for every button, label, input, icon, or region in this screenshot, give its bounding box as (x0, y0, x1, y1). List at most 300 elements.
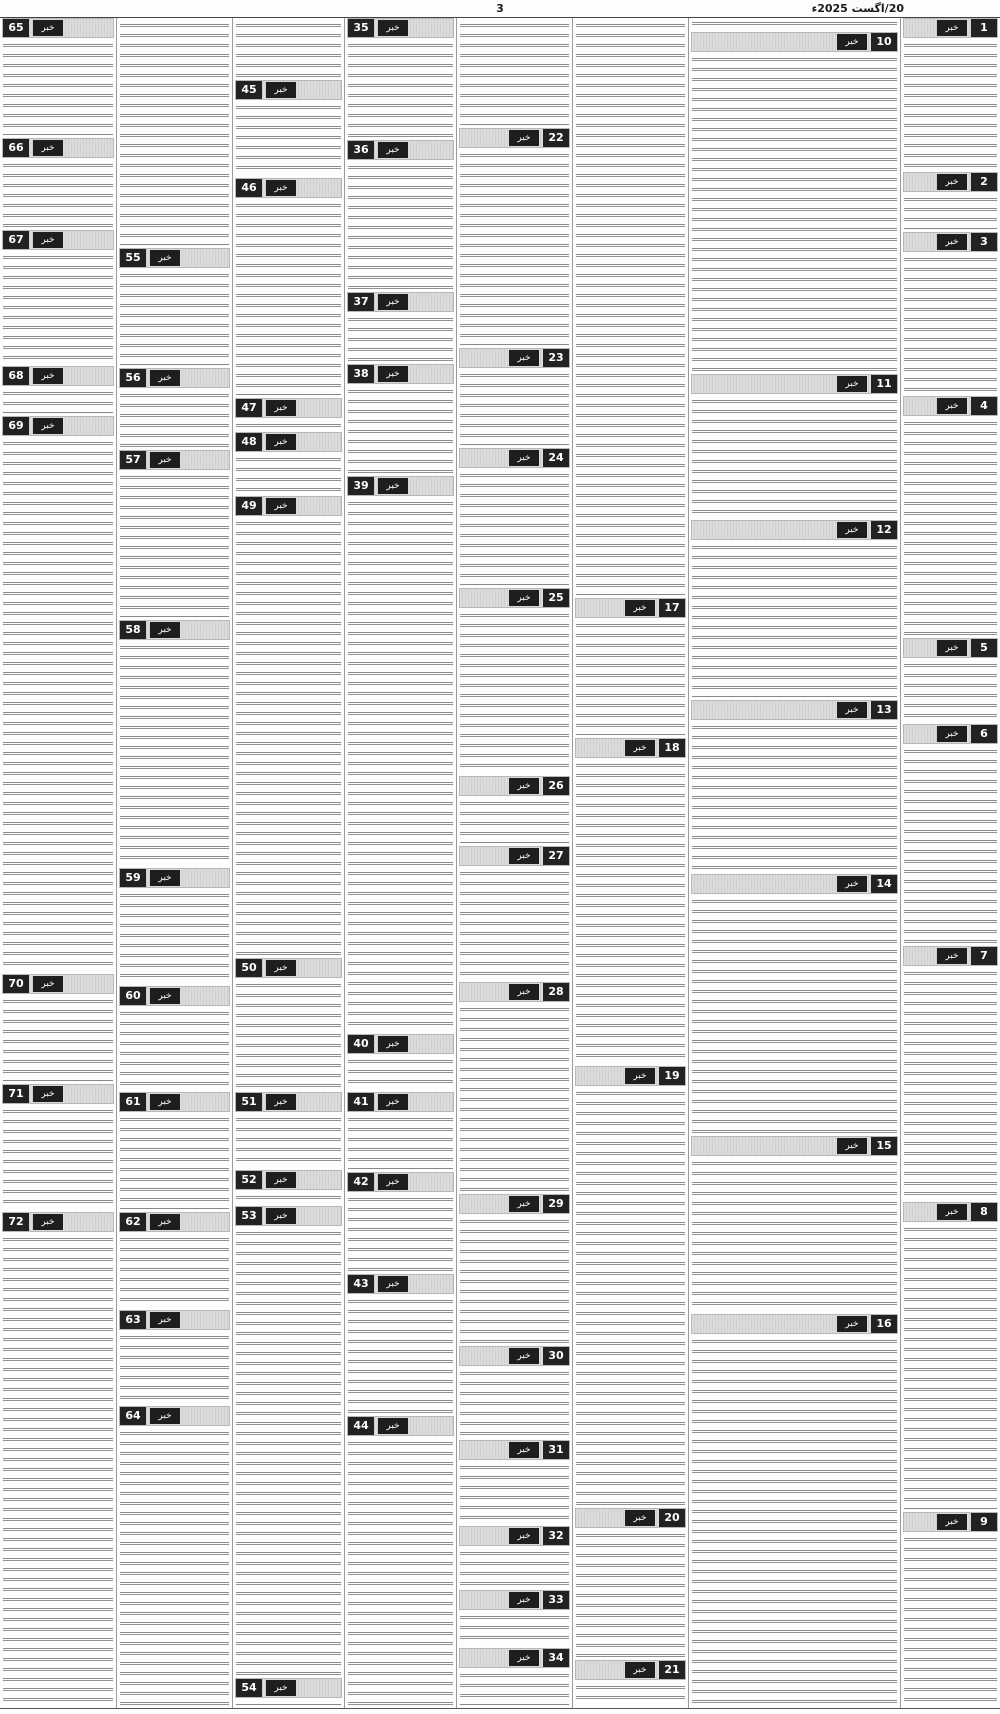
item-header (347, 364, 454, 384)
news-item[interactable] (233, 398, 344, 430)
news-item[interactable] (117, 986, 232, 1090)
item-text (120, 270, 229, 365)
item-badge: خبر (33, 976, 63, 992)
item-text (460, 868, 569, 979)
item-badge: خبر (509, 450, 539, 466)
item-number: 23 (543, 349, 569, 367)
news-item[interactable] (345, 476, 456, 1032)
item-number: 10 (871, 33, 897, 51)
item-number: 14 (871, 875, 897, 893)
item-number: 50 (236, 959, 262, 977)
news-item[interactable] (345, 1274, 456, 1414)
item-text (120, 1332, 229, 1403)
item-text (692, 542, 897, 697)
item-header (119, 1406, 230, 1426)
item-number: 13 (871, 701, 897, 719)
item-badge: خبر (150, 370, 180, 386)
news-item[interactable] (117, 1310, 232, 1404)
item-text (3, 160, 113, 227)
news-item[interactable] (233, 1206, 344, 1676)
news-item[interactable] (689, 520, 900, 698)
item-badge: خبر (837, 522, 867, 538)
item-header (575, 1508, 686, 1528)
news-item[interactable] (117, 1212, 232, 1308)
item-header (2, 1212, 114, 1232)
news-item[interactable] (457, 846, 572, 980)
item-text (236, 1114, 341, 1167)
news-item[interactable] (457, 1346, 572, 1438)
item-number: 46 (236, 179, 262, 197)
item-text (3, 1106, 113, 1209)
item-text (460, 1004, 569, 1191)
item-number: 29 (543, 1195, 569, 1213)
news-item[interactable] (457, 776, 572, 844)
item-badge: خبر (509, 1348, 539, 1364)
item-text (904, 660, 997, 721)
item-number: 35 (348, 19, 374, 37)
item-header (2, 138, 114, 158)
item-badge: خبر (378, 1276, 408, 1292)
news-item[interactable] (457, 1440, 572, 1524)
item-text (120, 472, 229, 617)
item-text (3, 1234, 113, 1705)
item-text (460, 798, 569, 843)
news-item[interactable] (0, 366, 116, 414)
news-item[interactable] (457, 982, 572, 1192)
item-badge: خبر (150, 622, 180, 638)
item-header (347, 1092, 454, 1112)
item-number: 11 (871, 375, 897, 393)
news-item[interactable] (233, 496, 344, 956)
item-number: 68 (3, 367, 29, 385)
news-item[interactable] (689, 1314, 900, 1706)
news-item[interactable] (345, 18, 456, 138)
item-header (691, 374, 898, 394)
news-item[interactable] (901, 638, 1000, 722)
news-item[interactable] (0, 416, 116, 972)
item-badge: خبر (378, 478, 408, 494)
item-badge: خبر (837, 34, 867, 50)
item-badge: خبر (266, 400, 296, 416)
item-text (692, 722, 897, 871)
item-badge: خبر (33, 368, 63, 384)
item-header (347, 18, 454, 38)
item-badge: خبر (150, 1408, 180, 1424)
item-badge: خبر (33, 1086, 63, 1102)
item-header (691, 520, 898, 540)
item-header (347, 140, 454, 160)
item-text (236, 454, 341, 493)
news-item[interactable] (0, 138, 116, 228)
news-item[interactable] (901, 946, 1000, 1200)
continuation-text (117, 18, 232, 246)
news-item[interactable] (233, 1678, 344, 1706)
item-badge: خبر (378, 1036, 408, 1052)
news-item[interactable] (573, 1508, 688, 1658)
item-badge: خبر (937, 726, 967, 742)
item-number: 7 (971, 947, 997, 965)
item-header (691, 1136, 898, 1156)
item-text (460, 1462, 569, 1523)
news-item[interactable] (457, 1590, 572, 1646)
news-item[interactable] (689, 700, 900, 872)
news-item[interactable] (117, 620, 232, 866)
item-number: 31 (543, 1441, 569, 1459)
item-header (903, 232, 998, 252)
item-text (904, 40, 997, 169)
item-badge: خبر (509, 590, 539, 606)
item-number: 32 (543, 1527, 569, 1545)
item-badge: خبر (509, 984, 539, 1000)
item-badge: خبر (625, 1068, 655, 1084)
item-badge: خبر (150, 250, 180, 266)
dateline: 20/اگست 2025ء (811, 2, 904, 15)
item-number: 47 (236, 399, 262, 417)
column-2 (688, 18, 900, 1708)
column-8 (0, 18, 116, 1708)
news-item[interactable] (901, 724, 1000, 944)
item-badge: خبر (378, 20, 408, 36)
item-text (904, 254, 997, 393)
item-header (2, 974, 114, 994)
item-number: 72 (3, 1213, 29, 1231)
item-badge: خبر (509, 1442, 539, 1458)
item-text (348, 162, 453, 289)
item-header (347, 1034, 454, 1054)
item-number: 2 (971, 173, 997, 191)
item-header (903, 172, 998, 192)
item-number: 42 (348, 1173, 374, 1191)
item-text (236, 1700, 341, 1705)
news-item[interactable] (689, 1136, 900, 1312)
item-text (348, 386, 453, 473)
news-item[interactable] (117, 450, 232, 618)
item-badge: خبر (837, 702, 867, 718)
item-badge: خبر (378, 366, 408, 382)
item-text (460, 1612, 569, 1645)
news-item[interactable] (901, 1202, 1000, 1510)
item-header (459, 588, 570, 608)
item-header (235, 1678, 342, 1698)
news-item[interactable] (0, 974, 116, 1082)
item-number: 38 (348, 365, 374, 383)
news-item[interactable] (0, 230, 116, 364)
news-item[interactable] (0, 18, 116, 136)
item-badge: خبر (150, 452, 180, 468)
item-text (236, 518, 341, 955)
item-text (3, 252, 113, 363)
item-header (903, 396, 998, 416)
item-text (120, 1008, 229, 1089)
item-badge: خبر (33, 140, 63, 156)
news-item[interactable] (573, 598, 688, 736)
item-number: 67 (3, 231, 29, 249)
item-text (692, 54, 897, 371)
item-text (348, 314, 453, 361)
item-badge: خبر (625, 1510, 655, 1526)
item-number: 69 (3, 417, 29, 435)
news-item[interactable] (117, 248, 232, 366)
item-badge: خبر (937, 1204, 967, 1220)
item-header (119, 1310, 230, 1330)
item-text (904, 1534, 997, 1705)
news-item[interactable] (901, 1512, 1000, 1706)
item-badge: خبر (625, 740, 655, 756)
item-badge: خبر (150, 1214, 180, 1230)
item-text (236, 1192, 341, 1203)
item-text (3, 388, 113, 413)
item-text (236, 20, 341, 77)
item-badge: خبر (266, 1680, 296, 1696)
item-number: 4 (971, 397, 997, 415)
item-text (460, 1216, 569, 1343)
item-number: 49 (236, 497, 262, 515)
news-item[interactable] (117, 368, 232, 448)
item-text (904, 1224, 997, 1509)
item-header (459, 1194, 570, 1214)
item-header (119, 248, 230, 268)
item-text (348, 498, 453, 1031)
item-badge: خبر (509, 1592, 539, 1608)
item-text (348, 1114, 453, 1169)
item-number: 55 (120, 249, 146, 267)
item-header (459, 1590, 570, 1610)
item-header (119, 1212, 230, 1232)
news-item[interactable] (457, 448, 572, 586)
news-item[interactable] (345, 364, 456, 474)
news-item[interactable] (457, 1648, 572, 1706)
item-header (2, 230, 114, 250)
continuation-text (573, 18, 688, 596)
news-item[interactable] (689, 874, 900, 1134)
item-header (347, 292, 454, 312)
item-header (459, 1526, 570, 1546)
news-item[interactable] (457, 1194, 572, 1344)
item-text (904, 746, 997, 943)
news-item[interactable] (233, 178, 344, 396)
item-header (119, 986, 230, 1006)
news-item[interactable] (345, 1092, 456, 1170)
news-item[interactable] (573, 1660, 688, 1706)
item-header (459, 982, 570, 1002)
news-item[interactable] (233, 958, 344, 1090)
item-text (348, 1438, 453, 1705)
column-7 (116, 18, 232, 1708)
item-badge: خبر (266, 180, 296, 196)
item-badge: خبر (625, 1662, 655, 1678)
page-footer-rule (0, 1708, 1000, 1714)
item-header (2, 366, 114, 386)
news-item[interactable] (573, 738, 688, 1064)
item-text (692, 1336, 897, 1705)
column-header-text (689, 18, 900, 30)
item-text (692, 1158, 897, 1311)
item-text (236, 200, 341, 395)
item-number: 39 (348, 477, 374, 495)
item-text (120, 1114, 229, 1209)
news-item[interactable] (345, 1034, 456, 1090)
item-number: 58 (120, 621, 146, 639)
news-item[interactable] (345, 140, 456, 290)
item-header (575, 598, 686, 618)
item-badge: خبر (266, 1172, 296, 1188)
item-text (460, 1548, 569, 1587)
item-number: 18 (659, 739, 685, 757)
item-badge: خبر (378, 1094, 408, 1110)
item-header (235, 432, 342, 452)
item-text (576, 1682, 685, 1705)
item-number: 26 (543, 777, 569, 795)
item-number: 41 (348, 1093, 374, 1111)
news-item[interactable] (689, 32, 900, 372)
news-item[interactable] (457, 128, 572, 346)
item-header (903, 1512, 998, 1532)
news-item[interactable] (233, 80, 344, 176)
item-badge: خبر (378, 142, 408, 158)
news-item[interactable] (0, 1084, 116, 1210)
item-badge: خبر (266, 960, 296, 976)
news-item[interactable] (117, 868, 232, 984)
news-item[interactable] (345, 1416, 456, 1706)
item-badge: خبر (33, 20, 63, 36)
item-header (119, 620, 230, 640)
item-header (235, 1092, 342, 1112)
item-header (459, 448, 570, 468)
item-number: 51 (236, 1093, 262, 1111)
item-text (460, 470, 569, 585)
item-number: 8 (971, 1203, 997, 1221)
item-number: 21 (659, 1661, 685, 1679)
item-number: 48 (236, 433, 262, 451)
item-text (692, 18, 897, 29)
item-text (904, 968, 997, 1199)
item-number: 34 (543, 1649, 569, 1667)
news-item[interactable] (901, 232, 1000, 394)
item-header (119, 368, 230, 388)
item-header (903, 1202, 998, 1222)
news-item[interactable] (233, 432, 344, 494)
news-item[interactable] (117, 1092, 232, 1210)
item-header (691, 700, 898, 720)
item-badge: خبر (150, 988, 180, 1004)
item-header (2, 416, 114, 436)
item-header (235, 1206, 342, 1226)
item-text (348, 1296, 453, 1413)
item-text (460, 370, 569, 445)
news-item[interactable] (457, 588, 572, 774)
news-item[interactable] (345, 1172, 456, 1272)
item-text (576, 1530, 685, 1657)
item-header (903, 18, 998, 38)
item-header (459, 348, 570, 368)
news-item[interactable] (233, 1092, 344, 1168)
item-number: 65 (3, 19, 29, 37)
item-number: 9 (971, 1513, 997, 1531)
item-number: 28 (543, 983, 569, 1001)
item-badge: خبر (937, 234, 967, 250)
news-item[interactable] (0, 1212, 116, 1706)
item-badge: خبر (266, 498, 296, 514)
masthead (0, 0, 1000, 18)
column-1 (900, 18, 1000, 1708)
item-badge: خبر (266, 1208, 296, 1224)
item-number: 44 (348, 1417, 374, 1435)
item-header (459, 1440, 570, 1460)
item-text (236, 980, 341, 1089)
item-header (459, 1648, 570, 1668)
item-text (460, 150, 569, 345)
item-badge: خبر (509, 1650, 539, 1666)
item-number: 60 (120, 987, 146, 1005)
item-badge: خبر (266, 1094, 296, 1110)
item-badge: خبر (33, 232, 63, 248)
item-number: 56 (120, 369, 146, 387)
news-item[interactable] (689, 374, 900, 518)
item-badge: خبر (837, 376, 867, 392)
news-item[interactable] (117, 1406, 232, 1706)
news-item[interactable] (901, 396, 1000, 636)
item-badge: خبر (509, 778, 539, 794)
news-item[interactable] (345, 292, 456, 362)
item-text (460, 610, 569, 773)
item-header (903, 946, 998, 966)
item-header (235, 398, 342, 418)
item-badge: خبر (937, 1514, 967, 1530)
item-badge: خبر (837, 876, 867, 892)
item-number: 24 (543, 449, 569, 467)
item-number: 54 (236, 1679, 262, 1697)
item-header (235, 958, 342, 978)
news-item[interactable] (573, 1066, 688, 1506)
item-header (459, 128, 570, 148)
item-number: 70 (3, 975, 29, 993)
item-number: 33 (543, 1591, 569, 1609)
item-text (576, 1088, 685, 1505)
item-badge: خبر (625, 600, 655, 616)
item-header (347, 1416, 454, 1436)
item-text (3, 40, 113, 135)
item-badge: خبر (509, 1528, 539, 1544)
item-text (120, 1428, 229, 1705)
item-header (575, 1066, 686, 1086)
item-number: 52 (236, 1171, 262, 1189)
item-text (236, 1228, 341, 1675)
item-text (348, 40, 453, 137)
item-number: 57 (120, 451, 146, 469)
item-badge: خبر (266, 82, 296, 98)
item-header (119, 868, 230, 888)
news-item[interactable] (457, 1526, 572, 1588)
news-item[interactable] (233, 1170, 344, 1204)
item-text (120, 642, 229, 865)
item-header (235, 80, 342, 100)
item-number: 6 (971, 725, 997, 743)
item-header (575, 1660, 686, 1680)
item-badge: خبر (33, 1214, 63, 1230)
news-item[interactable] (901, 172, 1000, 230)
item-number: 71 (3, 1085, 29, 1103)
item-header (347, 476, 454, 496)
news-item[interactable] (457, 348, 572, 446)
item-text (460, 1368, 569, 1437)
item-header (903, 724, 998, 744)
item-header (691, 874, 898, 894)
item-header (459, 846, 570, 866)
item-number: 64 (120, 1407, 146, 1425)
item-number: 22 (543, 129, 569, 147)
item-number: 12 (871, 521, 897, 539)
news-item[interactable] (901, 18, 1000, 170)
